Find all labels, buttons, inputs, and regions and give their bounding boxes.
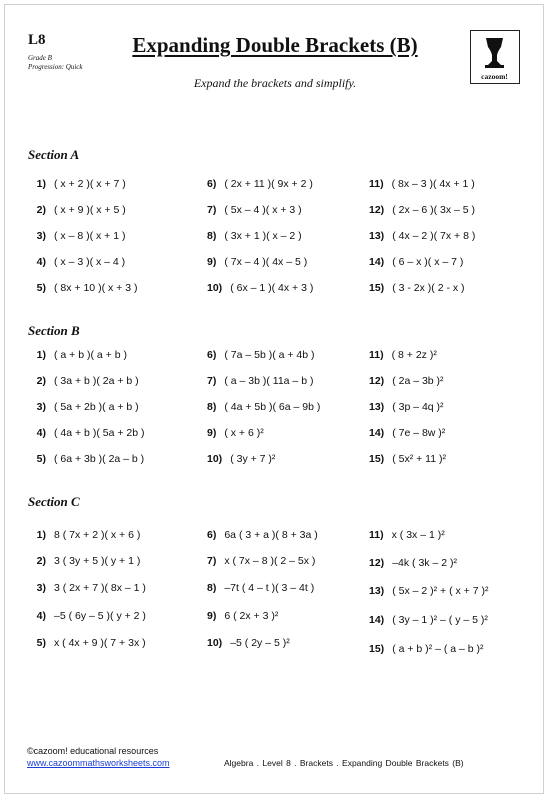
question-item xyxy=(207,637,290,649)
question-item xyxy=(207,427,264,439)
question-item xyxy=(369,427,445,439)
question-item xyxy=(369,349,437,361)
question-item xyxy=(369,282,465,294)
question-item xyxy=(207,178,313,190)
footer-breadcrumb: Algebra . Level 8 . Brackets . Expanding Double Brackets (B) xyxy=(224,758,464,768)
question-number: 9) xyxy=(207,610,217,622)
question-expression: ( x – 3 )( x – 4 ) xyxy=(54,256,126,268)
question-item xyxy=(14,555,140,567)
question-number: 6) xyxy=(207,178,217,190)
question-expression: ( a + b )² – ( a – b )² xyxy=(392,643,484,655)
question-number: 7) xyxy=(207,555,217,567)
question-expression: ( 6x – 1 )( 4x + 3 ) xyxy=(230,282,314,294)
question-expression: 8 ( 7x + 2 )( x + 6 ) xyxy=(54,529,141,541)
question-number: 3) xyxy=(36,230,46,242)
question-expression: –5 ( 6y – 5 )( y + 2 ) xyxy=(54,610,146,622)
question-expression: ( 5x – 4 )( x + 3 ) xyxy=(224,204,302,216)
question-number: 2) xyxy=(36,204,46,216)
question-number: 5) xyxy=(36,453,46,465)
question-number: 7) xyxy=(207,204,217,216)
question-expression: ( 6 – x )( x – 7 ) xyxy=(392,256,464,268)
question-item xyxy=(369,401,444,413)
question-item xyxy=(14,610,146,622)
question-number: 15) xyxy=(369,282,385,294)
question-number: 12) xyxy=(369,204,385,216)
instruction-text: Expand the brackets and simplify. xyxy=(193,76,357,90)
question-number: 10) xyxy=(207,453,223,465)
question-expression: ( a + b )( a + b ) xyxy=(54,349,127,361)
question-number: 13) xyxy=(369,585,385,597)
question-expression: ( 4a + 5b )( 6a – 9b ) xyxy=(224,401,321,413)
question-expression: 6 ( 2x + 3 )² xyxy=(224,610,279,622)
question-number: 6) xyxy=(207,529,217,541)
question-expression: ( 4x – 2 )( 7x + 8 ) xyxy=(392,230,476,242)
question-item xyxy=(369,557,457,569)
question-item xyxy=(14,637,146,649)
question-number: 2) xyxy=(36,555,46,567)
question-number: 4) xyxy=(36,610,46,622)
question-number: 8) xyxy=(207,582,217,594)
question-expression: ( 3x + 1 )( x – 2 ) xyxy=(224,230,302,242)
level-label: L8 xyxy=(28,32,46,48)
question-number: 14) xyxy=(369,614,385,626)
question-expression: –4k ( 3k – 2 )² xyxy=(392,557,457,569)
question-number: 14) xyxy=(369,427,385,439)
question-expression: ( 7x – 4 )( 4x – 5 ) xyxy=(224,256,308,268)
question-expression: x ( 7x – 8 )( 2 – 5x ) xyxy=(224,555,316,567)
question-expression: 3 ( 3y + 5 )( y + 1 ) xyxy=(54,555,141,567)
question-expression: ( 7a – 5b )( a + 4b ) xyxy=(224,349,315,361)
question-expression: ( 3y + 7 )² xyxy=(230,453,276,465)
question-expression: ( 2x – 6 )( 3x – 5 ) xyxy=(392,204,476,216)
question-expression: ( 7e – 8w )² xyxy=(392,427,446,439)
question-item xyxy=(369,230,475,242)
question-item xyxy=(369,529,445,541)
question-number: 5) xyxy=(36,282,46,294)
section-b-title: Section B xyxy=(28,323,80,338)
grade-label: Grade B xyxy=(28,54,52,62)
question-item xyxy=(14,582,146,594)
question-expression: ( 8 + 2z )² xyxy=(391,349,437,361)
question-item xyxy=(207,610,278,622)
section-a-title: Section A xyxy=(28,147,80,162)
question-number: 10) xyxy=(207,282,223,294)
question-number: 1) xyxy=(36,529,46,541)
question-number: 11) xyxy=(369,178,384,190)
question-number: 12) xyxy=(369,375,385,387)
question-number: 12) xyxy=(369,557,385,569)
question-expression: ( 4a + b )( 5a + 2b ) xyxy=(54,427,145,439)
question-expression: ( 8x – 3 )( 4x + 1 ) xyxy=(391,178,475,190)
question-item xyxy=(207,230,302,242)
question-item xyxy=(369,453,446,465)
question-number: 9) xyxy=(207,427,217,439)
question-expression: ( 5a + 2b )( a + b ) xyxy=(54,401,139,413)
question-number: 15) xyxy=(369,453,385,465)
question-number: 4) xyxy=(36,427,46,439)
question-expression: ( x – 8 )( x + 1 ) xyxy=(54,230,126,242)
question-expression: ( x + 6 )² xyxy=(224,427,264,439)
question-number: 7) xyxy=(207,375,217,387)
question-number: 1) xyxy=(36,349,46,361)
question-number: 11) xyxy=(369,349,384,361)
question-number: 5) xyxy=(36,637,46,649)
question-expression: –7t ( 4 – t )( 3 – 4t ) xyxy=(224,582,315,594)
question-number: 15) xyxy=(369,643,385,655)
question-item xyxy=(369,614,488,626)
question-item xyxy=(207,453,275,465)
question-expression: x ( 4x + 9 )( 7 + 3x ) xyxy=(54,637,146,649)
progression-label: Progression: Quick xyxy=(28,63,83,71)
question-expression: 3 ( 2x + 7 )( 8x – 1 ) xyxy=(54,582,146,594)
question-item xyxy=(14,529,140,541)
question-expression: ( 3y – 1 )² – ( y – 5 )² xyxy=(392,614,488,626)
logo-text: cazoom! xyxy=(481,72,508,81)
question-number: 13) xyxy=(369,401,385,413)
question-number: 2) xyxy=(36,375,46,387)
question-number: 10) xyxy=(207,637,223,649)
question-number: 9) xyxy=(207,256,217,268)
question-item xyxy=(14,401,139,413)
question-expression: 6a ( 3 + a )( 8 + 3a ) xyxy=(224,529,318,541)
question-expression: ( x + 9 )( x + 5 ) xyxy=(54,204,126,216)
section-c-title: Section C xyxy=(28,494,80,509)
question-item xyxy=(14,282,137,294)
question-number: 11) xyxy=(369,529,384,541)
question-number: 13) xyxy=(369,230,385,242)
question-item xyxy=(207,256,307,268)
question-expression: ( a – 3b )( 11a – b ) xyxy=(224,375,314,387)
question-item xyxy=(369,256,463,268)
question-number: 6) xyxy=(207,349,217,361)
question-expression: ( 2a – 3b )² xyxy=(392,375,444,387)
question-expression: ( 2x + 11 )( 9x + 2 ) xyxy=(224,178,313,190)
question-item xyxy=(207,529,318,541)
question-item xyxy=(14,204,126,216)
footer-copyright: ©cazoom! educational resources xyxy=(27,746,159,756)
question-item xyxy=(14,453,144,465)
question-item xyxy=(14,349,127,361)
question-item xyxy=(14,375,139,387)
question-item xyxy=(207,582,314,594)
question-expression: ( x + 2 )( x + 7 ) xyxy=(54,178,126,190)
question-expression: ( 8x + 10 )( x + 3 ) xyxy=(54,282,138,294)
question-item xyxy=(14,230,125,242)
question-expression: ( 3a + b )( 2a + b ) xyxy=(54,375,139,387)
question-item xyxy=(369,643,484,655)
question-expression: –5 ( 2y – 5 )² xyxy=(230,637,290,649)
page-border xyxy=(4,4,544,794)
question-number: 3) xyxy=(36,401,46,413)
question-item xyxy=(369,375,444,387)
question-number: 3) xyxy=(36,582,46,594)
question-expression: ( 5x² + 11 )² xyxy=(392,453,446,465)
question-number: 8) xyxy=(207,401,217,413)
trophy-icon xyxy=(471,31,518,71)
question-expression: x ( 3x – 1 )² xyxy=(391,529,445,541)
question-expression: ( 6a + 3b )( 2a – b ) xyxy=(54,453,145,465)
question-item xyxy=(14,256,125,268)
question-item xyxy=(207,349,315,361)
question-expression: ( 5x – 2 )² + ( x + 7 )² xyxy=(392,585,489,597)
question-expression: ( 3 - 2x )( 2 - x ) xyxy=(392,282,465,294)
question-item xyxy=(207,375,313,387)
question-item xyxy=(369,585,488,597)
question-expression: ( 3p – 4q )² xyxy=(392,401,444,413)
question-item xyxy=(207,401,320,413)
question-item xyxy=(369,178,475,190)
question-number: 14) xyxy=(369,256,385,268)
question-number: 4) xyxy=(36,256,46,268)
question-number: 8) xyxy=(207,230,217,242)
worksheet-title: Expanding Double Brackets (B) xyxy=(132,33,418,57)
question-number: 1) xyxy=(36,178,46,190)
footer-website-link[interactable]: www.cazoommathsworksheets.com xyxy=(27,758,170,768)
question-item xyxy=(369,204,475,216)
question-item xyxy=(207,204,302,216)
question-item xyxy=(14,427,144,439)
question-item xyxy=(14,178,126,190)
question-item xyxy=(207,555,315,567)
question-item xyxy=(207,282,313,294)
